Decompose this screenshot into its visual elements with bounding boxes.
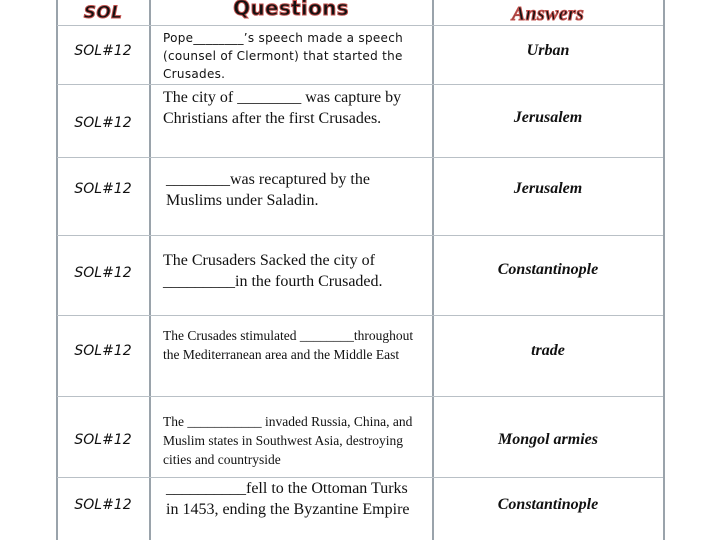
row-question: The Crusaders Sacked the city of _________in the fourth Crusaded. [163, 252, 383, 290]
row-divider [57, 235, 663, 236]
row-sol-label: SOL#12 [74, 432, 132, 448]
column-divider-1 [149, 0, 151, 540]
row-answer: trade [531, 342, 565, 359]
row-divider [57, 157, 663, 158]
header-answers: Answers [511, 3, 585, 25]
row-answer: Constantinople [497, 496, 599, 513]
row-answer: Constantinople [497, 261, 599, 278]
row-question: The ___________ invaded Russia, China, and Muslim states in Southwest Asia, destroying cities and countryside [163, 414, 413, 467]
row-sol-label: SOL#12 [74, 181, 132, 197]
row-question: The city of ________ was capture by Christians after the first Crusades. [163, 89, 402, 127]
row-divider [57, 315, 663, 316]
row-divider [57, 396, 663, 397]
table-border-right [663, 0, 665, 540]
row-answer: Jerusalem [513, 109, 583, 126]
row-answer: Urban [526, 42, 570, 59]
row-question: Pope________’s speech made a speech (counsel of Clermont) that started the Crusades. [163, 31, 404, 81]
header-sol: SOL [83, 3, 123, 23]
header-questions: Questions [233, 0, 349, 20]
row-question: The Crusades stimulated ________throughout the Mediterranean area and the Middle East [163, 328, 414, 362]
row-question: ________was recaptured by the Muslims under Saladin. [166, 171, 370, 209]
row-sol-label: SOL#12 [74, 43, 132, 59]
row-sol-label: SOL#12 [74, 265, 132, 281]
row-answer: Mongol armies [497, 431, 598, 448]
row-divider [57, 84, 663, 85]
row-answer: Jerusalem [513, 180, 583, 197]
row-sol-label: SOL#12 [74, 115, 132, 131]
row-sol-label: SOL#12 [74, 497, 132, 513]
row-question: __________fell to the Ottoman Turks in 1453, ending the Byzantine Empire [166, 480, 410, 518]
row-sol-label: SOL#12 [74, 343, 132, 359]
